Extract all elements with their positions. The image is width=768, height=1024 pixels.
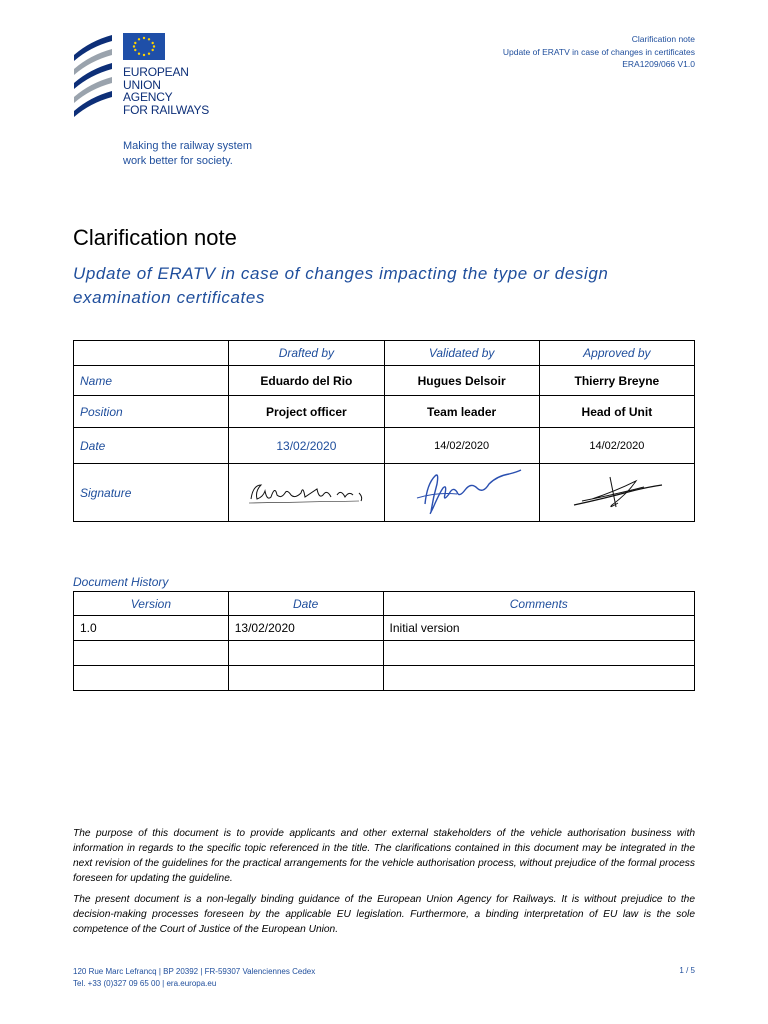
document-header xyxy=(503,33,695,71)
col-header-version: Version xyxy=(74,592,229,616)
disclaimer-paragraph: The present document is a non-legally binding guidance of the European Union Agency for Railways. It is without prejudice to the decision-making processes foreseen by the applicable EU legislation. Furthermore, a binding interpretation of EU law is the sole competence of the Court of Justice of the European Union. xyxy=(73,894,695,935)
page-subtitle: Update of ERATV in case of changes impacting the type or design examination certificates xyxy=(73,264,609,307)
col-header-approved: Approved by xyxy=(539,341,694,366)
col-header-comments: Comments xyxy=(383,592,694,616)
signature-approved-icon xyxy=(552,469,682,513)
header-doc-title: Update of ERATV in case of changes in certificates xyxy=(502,46,695,57)
page-title: Clarification note xyxy=(73,225,237,250)
signature-drafted-icon xyxy=(241,471,371,511)
signature-drafted xyxy=(229,464,384,522)
footer-address: 120 Rue Marc Lefrancq | BP 20392 | FR-59307 Valenciennes Cedex Tel. +33 (0)327 09 65 00 | era.europa.eu xyxy=(73,967,316,988)
col-header-validated: Validated by xyxy=(384,341,539,366)
history-caption: Document History xyxy=(73,575,169,589)
table-row: Date 13/02/2020 14/02/2020 14/02/2020 xyxy=(74,428,695,464)
history-table xyxy=(73,591,695,691)
table-row xyxy=(74,666,695,691)
header-doc-ref: ERA1209/066 V1.0 xyxy=(622,59,695,69)
header-doc-type: Clarification note xyxy=(631,34,695,44)
table-row: Signature xyxy=(74,464,695,522)
approval-table xyxy=(73,340,695,522)
page-number: 1 / 5 xyxy=(679,966,695,975)
signature-approved xyxy=(539,464,694,522)
col-header-date: Date xyxy=(228,592,383,616)
table-row: Name Eduardo del Rio Hugues Delsoir Thierry Breyne xyxy=(74,366,695,396)
purpose-paragraph: The purpose of this document is to provide applicants and other external stakeholders of the vehicle authorisation business with information in regards to the specific topic referenced in the title. The clarifications contained in this document may be integrated in the next revision of the guidelines for the practical arrangements for the vehicle authorisation process, without prejudice of the formal process foreseen for updating the guideline. xyxy=(73,828,695,884)
table-row xyxy=(74,641,695,666)
logo-wordmark: EUROPEAN UNION AGENCY FOR RAILWAYS xyxy=(123,65,210,117)
signature-validated-icon xyxy=(397,464,527,518)
table-row: 1.0 13/02/2020 Initial version xyxy=(74,616,695,641)
signature-validated xyxy=(384,464,539,522)
tagline: Making the railway system work better for society. xyxy=(123,140,252,167)
col-header-drafted: Drafted by xyxy=(229,341,384,366)
table-row: Position Project officer Team leader Head of Unit xyxy=(74,396,695,428)
